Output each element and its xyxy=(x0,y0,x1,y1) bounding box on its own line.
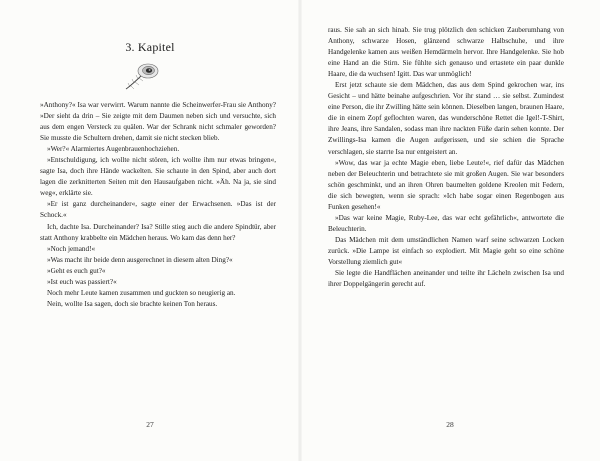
paragraph: »Er ist ganz durcheinander«, sagte einer der Erwachsenen. »Das ist der Schock.« xyxy=(40,200,276,220)
paragraph: Ich, dachte Isa. Durcheinander? Isa? Stille stieg auch die andere Spindtür, aber statt Anthony krabbelte ein Mädchen heraus. Wo kam das denn her? xyxy=(40,222,276,242)
paragraph: Das Mädchen mit dem umständlichen Namen warf seine schwarzen Locken zurück. »Die Lampe ist einfach so explodiert. Mit Magie geht so eine schöne Vorstellung ziemlich gut« xyxy=(328,235,564,266)
paragraph: Erst jetzt schaute sie dem Mädchen, das aus dem Spind gekrochen war, ins Gesicht – und hätte beinahe aufgeschrien. Vor ihr stand … sie selbst. Zumindest eine Person, die ihr Zwilling hätte sein können. Dieselben langen, braunen Haare, die in einem Zopf geflochten waren, das wunderschöne Rettet die Igel!-T-Shirt, ihre Jeans, ihre Sandalen, sodass man ihre nackten Füße darin sehen konnte. Der Zwillings-Isa kamen die Augen aufgerissen, und sie schien die Sprache verschlagen, sie starrte Isa nur entgeistert an. xyxy=(328,81,564,156)
peacock-feather-icon xyxy=(122,62,162,92)
right-page-text xyxy=(328,25,564,290)
page-number-left: 27 xyxy=(146,420,154,429)
paragraph: »Ist euch was passiert?« xyxy=(47,277,117,286)
left-page-text xyxy=(40,100,276,310)
paragraph: »Entschuldigung, ich wollte nicht stören, ich wollte ihm nur etwas bringen«, sagte Isa, doch ihre Hände wackelten. Sie schaute in den Spind, aber auch dort lagen die zerknitterten Seiten mit den Hausaufgaben nicht. »Äh. Na ja, sie sind weg«, erklärte sie. xyxy=(40,156,276,198)
paragraph: Nein, wollte Isa sagen, doch sie brachte keinen Ton heraus. xyxy=(47,299,218,308)
paragraph: »Wer?« Alarmiertes Augenbrauenhochziehen. xyxy=(47,145,180,154)
chapter-title: 3. Kapitel xyxy=(125,40,175,54)
page-number-right: 28 xyxy=(446,420,454,429)
paragraph: »Wow, das war ja echte Magie eben, liebe Leute!«, rief dafür das Mädchen neben der Beleuchterin und betrachtete sie mit großen Augen. Sie war besonders schön geschminkt, und an ihren Ohren baumelten goldene Kreolen mit Federn, die sich bewegten, wenn sie sprach: »Ich habe sogar einen Regenbogen aus Funken gesehen!« xyxy=(328,158,564,211)
paragraph: »Noch jemand!« xyxy=(47,244,96,253)
paragraph: raus. Sie sah an sich hinab. Sie trug plötzlich den schicken Zauberumhang von Anthony, schwarze Hosen, glänzend schwarze Halbschuhe, und ihre Handgelenke kamen aus weißen Hemdärmeln hervor. Ihre Handgelenke. Sie hob eine Hand an die Stirn. Sie fühlte sich genauso und ertastete ein paar dunkle Haare, die da wuchsen! Igitt. Das war unmöglich! xyxy=(328,26,564,79)
paragraph: »Anthony?« Isa war verwirrt. Warum nannte die Scheinwerfer-Frau sie Anthony? »Der sieht da drin – Sie zeigte mit dem Daumen neben sich und versuchte, sich aus dem engen Versteck zu quälen. War der Schrank nicht schmaler geworden? Sie musste die Schultern drehen, damit sie nicht stecken blieb. xyxy=(40,101,276,143)
paragraph: Noch mehr Leute kamen zusammen und guckten so neugierig an. xyxy=(47,288,236,297)
paragraph: Sie legte die Handflächen aneinander und teilte ihr Lächeln zwischen Isa und ihrer Doppelgängerin gerecht auf. xyxy=(328,269,564,289)
paragraph: »Was macht ihr beide denn ausgerechnet in diesem alten Ding?« xyxy=(47,255,233,264)
paragraph: »Geht es euch gut?« xyxy=(47,266,106,275)
paragraph: »Das war keine Magie, Ruby-Lee, das war echt gefährlich«, antwortete die Beleuchterin. xyxy=(328,213,564,233)
right-page xyxy=(300,0,600,461)
